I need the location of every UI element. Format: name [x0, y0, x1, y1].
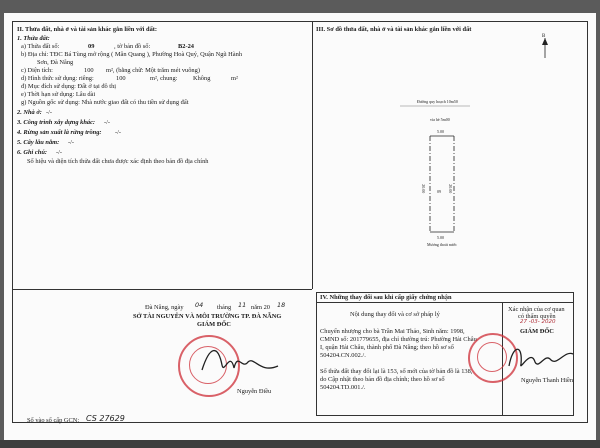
construction-heading: 3. Công trình xây dựng khác:	[17, 119, 96, 126]
parcel-outline	[424, 132, 460, 242]
section-divider	[12, 289, 312, 290]
sign-place-date: Đà Nẵng, ngày	[145, 304, 184, 311]
change-entry-line-6: do Cập nhật theo bản đồ địa chính; theo hồ sơ số	[320, 376, 445, 383]
confirmation-stamp-inner	[477, 342, 507, 372]
use-form-unit: m²	[231, 75, 238, 82]
dim-right: 20.00	[448, 184, 454, 194]
north-label: B	[542, 34, 546, 39]
confirm-date: 27 -03- 2020	[520, 319, 556, 325]
road-line	[400, 104, 470, 108]
sign-month-label: tháng	[217, 304, 232, 311]
sign-month: 11	[238, 301, 247, 309]
parcel-label: a) Thửa đất số:	[21, 43, 60, 50]
issuing-role: GIÁM ĐỐC	[197, 321, 231, 328]
use-origin: g) Nguồn gốc sử dụng: Nhà nước giao đất có thu tiền sử dụng đất	[21, 99, 189, 106]
confirm-role: GIÁM ĐỐC	[520, 328, 554, 335]
sidewalk-label: vỉa hè 5m00	[430, 117, 450, 122]
changes-col-confirm-1: Xác nhận của cơ quan	[508, 306, 565, 313]
change-entry-line-1: Chuyển nhượng cho bà Trần Mai Thảo, Sinh năm: 1998,	[320, 328, 465, 335]
area-label: c) Diện tích:	[21, 67, 53, 74]
map-label: , tờ bản đồ số:	[114, 43, 151, 50]
house-heading: 2. Nhà ở:	[17, 109, 42, 116]
forest-heading: 4. Rừng sản xuất là rừng trồng:	[17, 129, 102, 136]
land-heading: 1. Thửa đất:	[17, 35, 50, 42]
gcn-label: Số vào sổ cấp GCN:	[27, 417, 80, 424]
signer-name: Nguyễn Điều	[237, 388, 272, 395]
parcel-number-plan: 09	[437, 189, 441, 194]
dim-bottom: 5.00	[437, 235, 444, 240]
construction-value: -/-	[104, 119, 111, 126]
dim-top: 5.00	[437, 129, 444, 134]
sign-year-label: năm 20	[251, 304, 270, 311]
change-entry-line-5: Số thửa đất thay đổi lại là 153, số mới của tờ bản đồ là 138,	[320, 368, 473, 375]
change-entry-line-4: 504204.CN.002./.	[320, 352, 366, 359]
sign-day: 04	[195, 301, 204, 309]
forest-value: -/-	[115, 129, 122, 136]
use-term: e) Thời hạn sử dụng: Lâu dài	[21, 91, 96, 98]
address-line-1: b) Địa chỉ: TĐC Bá Tùng mở rộng ( Mân Quang ), Phường Hoà Quý, Quận Ngũ Hành	[21, 51, 243, 58]
director-signature	[200, 340, 280, 380]
use-form-label: d) Hình thức sử dụng: riêng:	[21, 75, 94, 82]
parcel-number: 09	[88, 43, 95, 50]
issuing-agency: SỞ TÀI NGUYÊN VÀ MÔI TRƯỜNG TP. ĐÀ NẴNG	[133, 313, 282, 320]
notes-value: -/-	[56, 149, 63, 156]
use-form-common: Không	[193, 75, 211, 82]
use-form-common-label: m², chung:	[150, 75, 178, 82]
notes-heading: 6. Ghi chú:	[17, 149, 48, 156]
map-number: B2-24	[178, 43, 194, 50]
road-label: Đường quy hoạch 10m50	[417, 99, 458, 104]
change-entry-line-2: CMND số: 201779655, địa chỉ thường trú: Phường Hải Châu	[320, 336, 477, 343]
section-iii-title: III. Sơ đồ thửa đất, nhà ở và tài sản khác gắn liền với đất	[316, 26, 472, 33]
perennial-heading: 5. Cây lâu năm:	[17, 139, 60, 146]
column-divider	[312, 21, 313, 289]
page-shadow	[0, 440, 600, 448]
changes-col-content: Nội dung thay đổi và cơ sở pháp lý	[350, 311, 440, 318]
confirm-signature	[505, 340, 575, 374]
dim-left: 20.00	[421, 184, 427, 194]
changes-col-confirm-2: có thẩm quyền	[518, 313, 556, 320]
house-value: -/-	[46, 109, 53, 116]
gcn-number: CS 27629	[86, 414, 125, 423]
area-words: m², (bằng chữ: Một trăm mét vuông)	[106, 67, 200, 74]
change-entry-line-3: I, quận Hải Châu, thành phố Đà Nẵng; theo hồ sơ số	[320, 344, 454, 351]
use-form-private: 100	[116, 75, 126, 82]
use-purpose: đ) Mục đích sử dụng: Đất ở tại đô thị	[21, 83, 117, 90]
confirm-signer: Nguyễn Thanh Hiền	[521, 377, 574, 384]
change-entry-line-7: 504204.TD.001./.	[320, 384, 366, 391]
section-ii-title: II. Thửa đất, nhà ở và tài sản khác gắn liền với đất:	[17, 26, 158, 33]
walkway-label: Mương thoát nước	[427, 242, 457, 247]
area-value: 100	[84, 67, 94, 74]
perennial-value: -/-	[68, 139, 75, 146]
section-iv-title: IV. Những thay đổi sau khi cấp giấy chứng nhận	[320, 294, 452, 301]
north-arrow-icon	[540, 38, 550, 58]
sign-year: 18	[277, 301, 286, 309]
note-text: Số hiệu và diện tích thửa đất chưa được xác định theo bản đồ địa chính	[27, 158, 209, 165]
address-line-2: Sơn, Đà Nẵng	[37, 59, 74, 66]
